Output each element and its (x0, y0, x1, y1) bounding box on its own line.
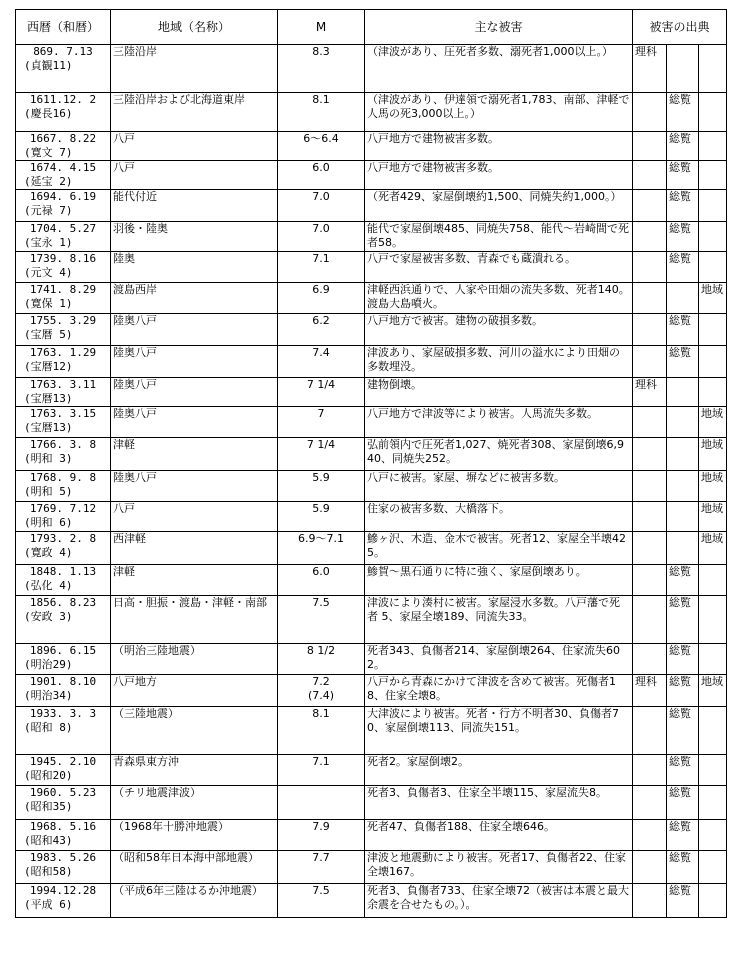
magnitude-cell: 6.9 (278, 283, 365, 314)
source-soran-cell: 総覧 (667, 675, 699, 707)
date-western: 1667. 8.22 (29, 132, 97, 145)
magnitude-cell: 8.1 (278, 93, 365, 132)
source-chiiki-cell (699, 93, 727, 132)
source-soran-cell: 総覧 (667, 755, 699, 786)
region-cell: （チリ地震津波） (111, 786, 278, 820)
table-row (16, 596, 727, 644)
date-western: 869. 7.13 (33, 45, 93, 58)
source-chiiki-cell (699, 252, 727, 283)
damage-cell: 死者3、負傷者733、住家全壊72（被害は本震と最大余震を合せたもの。）。 (365, 884, 633, 918)
date-cell (16, 596, 111, 644)
date-cell (16, 820, 111, 851)
magnitude-cell: 7 (278, 407, 365, 438)
date-era: (宝暦 5) (24, 328, 73, 341)
table-row (16, 378, 727, 407)
date-era: (宝暦12) (24, 360, 73, 373)
date-western: 1933. 3. 3 (29, 707, 97, 720)
damage-cell: 鯵賀～黒石通りに特に強く、家屋倒壊あり。 (365, 565, 633, 596)
damage-cell: 八戸地方で建物被害多数。 (365, 161, 633, 190)
date-cell (16, 755, 111, 786)
source-soran-cell: 総覧 (667, 596, 699, 644)
date-cell (16, 851, 111, 884)
source-rika-cell: 理科 (633, 675, 667, 707)
magnitude-cell: 7.0 (278, 222, 365, 252)
magnitude-cell: 7 1/4 (278, 378, 365, 407)
date-western: 1945. 2.10 (29, 755, 97, 768)
date-western: 1766. 3. 8 (29, 438, 97, 451)
source-chiiki-cell (699, 820, 727, 851)
source-chiiki-cell (699, 378, 727, 407)
date-cell (16, 132, 111, 161)
magnitude-cell: 6.0 (278, 565, 365, 596)
damage-cell: 八戸地方で津波等により被害。人馬流失多数。 (365, 407, 633, 438)
magnitude-cell: 6.0 (278, 161, 365, 190)
date-era: (弘化 4) (24, 579, 73, 592)
source-soran-cell: 総覧 (667, 644, 699, 675)
magnitude-cell: 7 1/4 (278, 438, 365, 471)
table-row (16, 851, 727, 884)
date-era: (宝暦13) (24, 421, 73, 434)
date-cell (16, 502, 111, 532)
date-era: (寛政 4) (24, 546, 73, 559)
damage-cell: （津波があり、圧死者多数、溺死者1,000以上。） (365, 45, 633, 93)
date-era: (平成 6) (24, 898, 73, 911)
magnitude-cell: 8.3 (278, 45, 365, 93)
date-cell (16, 93, 111, 132)
source-soran-cell (667, 283, 699, 314)
date-era: (明治34) (24, 689, 73, 702)
source-soran-cell: 総覧 (667, 851, 699, 884)
region-cell: 陸奥八戸 (111, 346, 278, 378)
date-western: 1768. 9. 8 (29, 471, 97, 484)
source-rika-cell (633, 786, 667, 820)
region-cell: 三陸沿岸 (111, 45, 278, 93)
table-row (16, 502, 727, 532)
date-cell (16, 45, 111, 93)
source-soran-cell (667, 407, 699, 438)
source-chiiki-cell: 地域 (699, 283, 727, 314)
header-region: 地域（名称） (111, 10, 278, 45)
damage-cell: 津波と地震動により被害。死者17、負傷者22、住家全壊167。 (365, 851, 633, 884)
magnitude-cell: 6.2 (278, 314, 365, 346)
date-era: (宝暦13) (24, 392, 73, 405)
damage-cell: 死者343、負傷者214、家屋倒壊264、住家流失602。 (365, 644, 633, 675)
date-era: (明和 5) (24, 485, 73, 498)
date-cell (16, 378, 111, 407)
source-rika-cell (633, 222, 667, 252)
region-cell: 八戸 (111, 502, 278, 532)
source-rika-cell (633, 93, 667, 132)
source-chiiki-cell: 地域 (699, 675, 727, 707)
source-rika-cell: 理科 (633, 45, 667, 93)
source-rika-cell: 理科 (633, 378, 667, 407)
magnitude-cell: 7.2 (7.4) (278, 675, 365, 707)
date-era: (明和 3) (24, 452, 73, 465)
table-row (16, 93, 727, 132)
source-chiiki-cell (699, 222, 727, 252)
damage-cell: （死者429、家屋倒壊約1,500、同焼失約1,000。） (365, 190, 633, 222)
source-chiiki-cell (699, 884, 727, 918)
region-cell: 日高・胆振・渡島・津軽・南部 (111, 596, 278, 644)
source-chiiki-cell (699, 596, 727, 644)
region-cell: 津軽 (111, 438, 278, 471)
date-cell (16, 222, 111, 252)
date-western: 1763. 3.11 (29, 378, 97, 391)
date-western: 1901. 8.10 (29, 675, 97, 688)
magnitude-cell: 7.5 (278, 884, 365, 918)
date-western: 1739. 8.16 (29, 252, 97, 265)
date-cell (16, 314, 111, 346)
source-rika-cell (633, 190, 667, 222)
source-chiiki-cell: 地域 (699, 532, 727, 565)
source-rika-cell (633, 471, 667, 502)
region-cell: 能代付近 (111, 190, 278, 222)
damage-cell: 住家の被害多数、大橋落下。 (365, 502, 633, 532)
earthquake-damage-table (15, 9, 727, 918)
source-rika-cell (633, 346, 667, 378)
region-cell: 八戸 (111, 132, 278, 161)
source-rika-cell (633, 820, 667, 851)
table-row (16, 707, 727, 755)
damage-cell: 津波あり、家屋破損多数、河川の溢水により田畑の多数埋没。 (365, 346, 633, 378)
date-western: 1763. 3.15 (29, 407, 97, 420)
source-chiiki-cell (699, 707, 727, 755)
magnitude-cell: 7.9 (278, 820, 365, 851)
source-chiiki-cell: 地域 (699, 438, 727, 471)
date-cell (16, 471, 111, 502)
source-soran-cell: 総覧 (667, 565, 699, 596)
table-row (16, 252, 727, 283)
table-row (16, 438, 727, 471)
table-row (16, 565, 727, 596)
source-chiiki-cell (699, 565, 727, 596)
magnitude-cell: 8 1/2 (278, 644, 365, 675)
header-source: 被害の出典 (633, 10, 727, 45)
date-western: 1755. 3.29 (29, 314, 97, 327)
date-western: 1968. 5.16 (29, 820, 97, 833)
date-era: (元文 4) (24, 266, 73, 279)
date-cell (16, 190, 111, 222)
date-era: (寛文 7) (24, 146, 73, 159)
magnitude-cell: 7.1 (278, 252, 365, 283)
header-magnitude: M (278, 10, 365, 45)
source-chiiki-cell (699, 755, 727, 786)
source-rika-cell (633, 314, 667, 346)
region-cell: 青森県東方沖 (111, 755, 278, 786)
magnitude-cell: 5.9 (278, 502, 365, 532)
date-era: (明治29) (24, 658, 73, 671)
damage-cell: 八戸で家屋被害多数、青森でも蔵潰れる。 (365, 252, 633, 283)
table-row (16, 532, 727, 565)
source-soran-cell: 総覧 (667, 314, 699, 346)
magnitude-cell: 6.9～7.1 (278, 532, 365, 565)
source-soran-cell: 総覧 (667, 161, 699, 190)
source-rika-cell (633, 884, 667, 918)
date-era: (元禄 7) (24, 204, 73, 217)
table-row (16, 786, 727, 820)
source-soran-cell: 総覧 (667, 93, 699, 132)
damage-cell: 死者47、負傷者188、住家全壊646。 (365, 820, 633, 851)
source-rika-cell (633, 407, 667, 438)
source-rika-cell (633, 283, 667, 314)
source-soran-cell: 総覧 (667, 707, 699, 755)
date-era: (明和 6) (24, 516, 73, 529)
source-rika-cell (633, 644, 667, 675)
source-soran-cell: 総覧 (667, 222, 699, 252)
region-cell: 八戸地方 (111, 675, 278, 707)
region-cell: （三陸地震） (111, 707, 278, 755)
date-cell (16, 644, 111, 675)
source-chiiki-cell (699, 45, 727, 93)
source-soran-cell: 総覧 (667, 820, 699, 851)
magnitude-cell: 6～6.4 (278, 132, 365, 161)
table-row (16, 283, 727, 314)
date-cell (16, 252, 111, 283)
source-chiiki-cell (699, 161, 727, 190)
region-cell: 陸奥八戸 (111, 314, 278, 346)
table-row (16, 884, 727, 918)
damage-cell: 弘前領内で圧死者1,027、焼死者308、家屋倒壊6,940、同焼失252。 (365, 438, 633, 471)
source-soran-cell: 総覧 (667, 884, 699, 918)
magnitude-cell: 7.1 (278, 755, 365, 786)
damage-cell: 八戸に被害。家屋、塀などに被害多数。 (365, 471, 633, 502)
table-row (16, 820, 727, 851)
damage-cell: 大津波により被害。死者・行方不明者30、負傷者70、家屋倒壊113、同流失151。 (365, 707, 633, 755)
date-era: (昭和35) (24, 800, 73, 813)
table-row (16, 132, 727, 161)
header-row (16, 10, 727, 45)
damage-cell: 八戸から青森にかけて津波を含めて被害。死傷者18、住家全壊8。 (365, 675, 633, 707)
source-rika-cell (633, 707, 667, 755)
region-cell: 陸奥八戸 (111, 471, 278, 502)
damage-cell: 死者3、負傷者3、住家全半壊115、家屋流失8。 (365, 786, 633, 820)
source-rika-cell (633, 532, 667, 565)
source-rika-cell (633, 502, 667, 532)
date-western: 1793. 2. 8 (29, 532, 97, 545)
region-cell: （1968年十勝沖地震） (111, 820, 278, 851)
magnitude-cell: 7.0 (278, 190, 365, 222)
table-body (16, 45, 727, 918)
table-row (16, 45, 727, 93)
source-rika-cell (633, 755, 667, 786)
source-soran-cell: 総覧 (667, 190, 699, 222)
magnitude-cell (278, 786, 365, 820)
table-row (16, 161, 727, 190)
region-cell: 羽後・陸奥 (111, 222, 278, 252)
date-western: 1704. 5.27 (29, 222, 97, 235)
date-cell (16, 283, 111, 314)
source-chiiki-cell (699, 132, 727, 161)
region-cell: 西津軽 (111, 532, 278, 565)
damage-cell: 津波により湊村に被害。家屋浸水多数。八戸藩で死者 5、家屋全壊189、同流失33。 (365, 596, 633, 644)
source-rika-cell (633, 596, 667, 644)
date-western: 1763. 1.29 (29, 346, 97, 359)
date-western: 1983. 5.26 (29, 851, 97, 864)
source-chiiki-cell: 地域 (699, 502, 727, 532)
date-era: (昭和 8) (24, 721, 73, 734)
table-row (16, 190, 727, 222)
date-cell (16, 675, 111, 707)
region-cell: 三陸沿岸および北海道東岸 (111, 93, 278, 132)
region-cell: 渡島西岸 (111, 283, 278, 314)
date-era: (慶長16) (24, 107, 73, 120)
date-western: 1856. 8.23 (29, 596, 97, 609)
date-western: 1674. 4.15 (29, 161, 97, 174)
header-damage: 主な被害 (365, 10, 633, 45)
magnitude-cell: 7.4 (278, 346, 365, 378)
source-chiiki-cell (699, 314, 727, 346)
table-row (16, 471, 727, 502)
region-cell: 津軽 (111, 565, 278, 596)
damage-cell: 建物倒壊。 (365, 378, 633, 407)
date-cell (16, 161, 111, 190)
date-western: 1769. 7.12 (29, 502, 97, 515)
table-row (16, 314, 727, 346)
date-era: (寛保 1) (24, 297, 73, 310)
date-era: (昭和43) (24, 834, 73, 847)
date-western: 1994.12.28 (29, 884, 97, 897)
source-rika-cell (633, 438, 667, 471)
region-cell: 陸奥 (111, 252, 278, 283)
magnitude-cell: 8.1 (278, 707, 365, 755)
date-western: 1741. 8.29 (29, 283, 97, 296)
source-chiiki-cell: 地域 (699, 471, 727, 502)
damage-cell: 死者2。家屋倒壊2。 (365, 755, 633, 786)
date-era: (安政 3) (24, 610, 73, 623)
source-soran-cell (667, 471, 699, 502)
source-soran-cell: 総覧 (667, 346, 699, 378)
magnitude-cell: 5.9 (278, 471, 365, 502)
date-cell (16, 884, 111, 918)
source-rika-cell (633, 161, 667, 190)
table-row (16, 755, 727, 786)
source-soran-cell (667, 502, 699, 532)
magnitude-cell: 7.5 (278, 596, 365, 644)
damage-cell: 能代で家屋倒壊485、同焼失758、能代～岩崎間で死者58。 (365, 222, 633, 252)
date-cell (16, 565, 111, 596)
region-cell: 八戸 (111, 161, 278, 190)
source-soran-cell: 総覧 (667, 786, 699, 820)
source-soran-cell: 総覧 (667, 252, 699, 283)
region-cell: （明治三陸地震） (111, 644, 278, 675)
date-era: (昭和58) (24, 865, 73, 878)
damage-cell: 津軽西浜通りで、人家や田畑の流失多数、死者140。渡島大島噴火。 (365, 283, 633, 314)
source-soran-cell: 総覧 (667, 132, 699, 161)
magnitude-cell: 7.7 (278, 851, 365, 884)
source-rika-cell (633, 132, 667, 161)
date-western: 1960. 5.23 (29, 786, 97, 799)
damage-cell: 鰺ヶ沢、木造、金木で被害。死者12、家屋全半壊425。 (365, 532, 633, 565)
region-cell: （平成6年三陸はるか沖地震） (111, 884, 278, 918)
date-era: (昭和20) (24, 769, 73, 782)
date-western: 1694. 6.19 (29, 190, 97, 203)
region-cell: 陸奥八戸 (111, 407, 278, 438)
damage-cell: 八戸地方で被害。建物の破損多数。 (365, 314, 633, 346)
damage-cell: 八戸地方で建物被害多数。 (365, 132, 633, 161)
date-cell (16, 346, 111, 378)
date-cell (16, 438, 111, 471)
header-date: 西暦（和暦） (16, 10, 111, 45)
date-era: (延宝 2) (24, 175, 73, 188)
source-chiiki-cell: 地域 (699, 407, 727, 438)
damage-cell: （津波があり、伊達領で溺死者1,783、南部、津軽で人馬の死3,000以上。） (365, 93, 633, 132)
date-era: (貞観11) (24, 59, 73, 72)
table-row (16, 222, 727, 252)
region-cell: 陸奥八戸 (111, 378, 278, 407)
region-cell: （昭和58年日本海中部地震） (111, 851, 278, 884)
date-cell (16, 407, 111, 438)
date-cell (16, 532, 111, 565)
source-chiiki-cell (699, 786, 727, 820)
source-rika-cell (633, 565, 667, 596)
table-row (16, 407, 727, 438)
source-chiiki-cell (699, 346, 727, 378)
source-chiiki-cell (699, 851, 727, 884)
source-rika-cell (633, 851, 667, 884)
source-soran-cell (667, 532, 699, 565)
source-soran-cell (667, 438, 699, 471)
date-cell (16, 786, 111, 820)
date-western: 1611.12. 2 (29, 93, 97, 106)
source-soran-cell (667, 45, 699, 93)
date-cell (16, 707, 111, 755)
source-chiiki-cell (699, 190, 727, 222)
date-era: (宝永 1) (24, 236, 73, 249)
date-western: 1896. 6.15 (29, 644, 97, 657)
source-rika-cell (633, 252, 667, 283)
source-soran-cell (667, 378, 699, 407)
table-row (16, 346, 727, 378)
source-chiiki-cell (699, 644, 727, 675)
table-row (16, 644, 727, 675)
date-western: 1848. 1.13 (29, 565, 97, 578)
table-row (16, 675, 727, 707)
